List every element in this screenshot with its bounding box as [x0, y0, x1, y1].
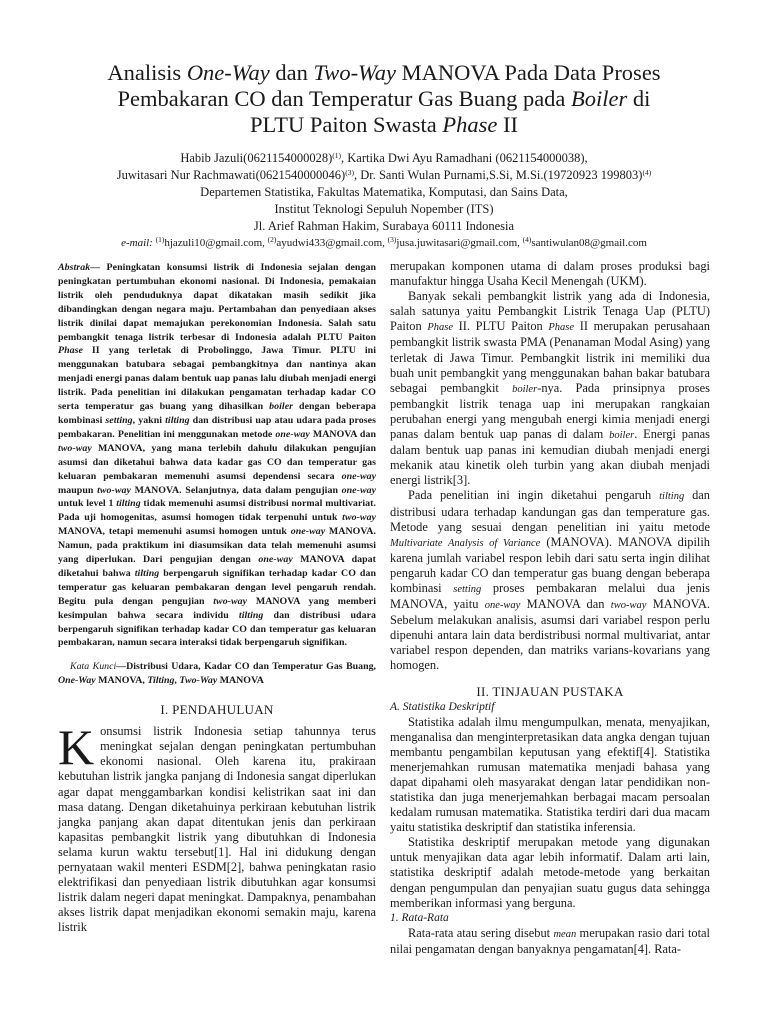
author-block — [40, 150, 728, 252]
right-column — [390, 259, 710, 957]
intro-paragraph — [58, 719, 376, 935]
email-link-3[interactable]: jusa.juwitasari@gmail.com, — [396, 237, 523, 249]
keywords: Kata Kunci—Distribusi Udara, Kadar CO dan Temperatur Gas Buang, One-Way MANOVA, Tilting, Two-Way MANOVA — [58, 661, 376, 687]
right-paragraph-4: Statistika deskriptif merupakan metode yang digunakan untuk menyajikan data agar lebih informatif. Dalam arti lain, statistika deskriptif adalah metode-metode yang berkaitan dengan pengumpulan dan penyajian suatu gugus data sehingga memberikan informasi yang berguna. — [390, 835, 710, 910]
affiliation-line-2: Institut Teknologi Sepuluh Nopember (ITS) — [274, 202, 494, 216]
title-line-1: Analisis One-Way dan Two-Way MANOVA Pada Data Proses — [107, 60, 661, 85]
subsection-statistika-deskriptif: A. Statistika Deskriptif — [390, 700, 495, 713]
subsection-rata-rata: 1. Rata-Rata — [390, 911, 449, 924]
intro-text: onsumsi listrik Indonesia setiap tahunnya terus meningkat sejalan dengan peningkatan pertumbuhan ekonomi nasional. Oleh karena itu, prakiraan kebutuhan listrik jangka panjang di Indonesia sangat diperlukan agar dapat menggambarkan kondisi kelistrikan saat ini dan masa datang. Dengan diketahuinya perkiraan kebutuhan listrik jangka panjang akan dapat ditentukan jenis dan perkiraan kapasitas pembangkit listrik yang dibutuhkan di Indonesia selama kurun waktu tersebut[1]. Hal ini didukung dengan pernyataan wakil menteri ESDM[2], bahwa peningkatan rasio elektrifikasi dan penyediaan listrik dibutuhkan agar konsumsi listrik dalam negeri dapat meningkat. Dampaknya, penambahan akses listrik dapat menjadikan ekonomi semakin maju, karena listrik — [58, 724, 376, 935]
email-link-2[interactable]: ayudwi433@gmail.com, — [276, 237, 388, 249]
email-line: e-mail: $^{(1)}$hjazuli10@gmail.com, $^{(2)}$ayudwi433@gmail.com, $^{(3)}$jusa.juwitasari@gmail.com, $^{(4)}$santiwulan08@gmail.com — [121, 235, 647, 249]
paper-title — [60, 60, 708, 138]
title-line-3: PLTU Paiton Swasta Phase II — [250, 112, 518, 137]
section-heading-pendahuluan: I. PENDAHULUAN — [160, 702, 274, 718]
abstract: Abstrak— Peningkatan konsumsi listrik di Indonesia sejalan dengan peningkatan pertumbuhan ekonomi nasional. Di Indonesia, pemakaian listrik oleh penduduknya dapat dikatakan masih sedikit jika dibandingkan dengan negara maju. Pertambahan dan penyediaan akses listrik dinilai dapat memajukan perekonomian Indonesia. Salah satu pembangkit tenaga listrik terbesar di Indonesia adalah PLTU Paiton Phase II yang terletak di Probolinggo, Jawa Timur. PLTU ini menggunakan batubara sebagai pembangkitnya dan nantinya akan menjadi energi panas dalam bentuk uap panas lalu diubah menjadi energi listrik. Pada penelitian ini dilakukan pengamatan terhadap kadar CO serta temperatur gas buang yang dihasilkan boiler dengan beberapa kombinasi setting, yakni tilting dan distribusi uap atau udara pada proses pembakaran. Penelitian ini menggunakan metode one-way MANOVA dan two-way MANOVA, yang mana terlebih dahulu dilakukan pengujian asumsi dan diketahui bahwa data kadar gas CO dan temperatur gas keluaran pembakaran memenuhi asumsi dependensi secara one-way maupun two-way MANOVA. Selanjutnya, data dalam pengujian one-way untuk level 1 tilting tidak memenuhi asumsi distribusi normal multivariat. Pada uji homogenitas, asumsi homogen tidak terpenuhi untuk two-way MANOVA, tetapi memenuhi asumsi homogen untuk one-way MANOVA. Namun, pada praktikum ini diasumsikan data telah memenuhi asumsi yang diperlukan. Dari pengujian dengan one-way MANOVA dapat diketahui bahwa tilting berpengaruh signifikan terhadap kadar CO dan temperatur gas keluaran pembakaran dengan level pengaruh rendah. Begitu pula dengan pengujian two-way MANOVA yang memberi kesimpulan bahwa secara individu tilting dan distribusi udara berpengaruh signifikan terhadap kadar CO dan temperatur gas keluaran pembakaran, namun secara interaksi tidak berpengaruh signifikan. — [58, 262, 377, 649]
right-paragraph-3: Statistika adalah ilmu mengumpulkan, menata, menyajikan, menganalisa dan menginterpretasikan data angka dengan tujuan membantu pengambilan keputusan yang efektif[4]. Statistika menerjemahkan rumusan matematika menjadi bahasa yang dapat dipahami oleh masyarakat dengan latar pendidikan non-statistika dan juga menerjemahkan berbagai macam persoalan kedalam rumusan matematika. Statistika terdiri dari dua macam yaitu statistika deskriptif dan statistika inferensia. — [390, 714, 710, 835]
right-paragraph-1: Banyak sekali pembangkit listrik yang ada di Indonesia, salah satunya yaitu Pembangkit Listrik Tenaga Uap (PLTU) Paiton Phase II. PLTU Paiton Phase II merupakan perusahaan pembangkit listrik swasta PMA (Penanaman Modal Asing) yang terletak di Jawa Timur. Pembangkit listrik ini memiliki dua buah unit pembangkit yang menggunakan bahan bakar batubara sebagai pembangkit boiler-nya. Pada prinsipnya proses pembangkit listrik tenaga uap ini merupakan rangkaian perubahan energi yang mengubah energi kimia menjadi energi panas dalam bentuk uap panas di dalam boiler. Energi panas dalam bentuk uap panas ini kemudian diubah menjadi energi mekanik atau kinetik oleh turbin yang akan diubah menjadi energi listrik[3]. — [390, 289, 710, 488]
section-heading-tinjauan: II. TINJAUAN PUSTAKA — [476, 683, 624, 699]
email-link-4[interactable]: santiwulan08@gmail.com — [531, 237, 647, 249]
author-line-1: Habib $Jazuli(0621154000028)^{(1)}$, Kartika Dwi Ayu Ramadhani (0621154000038), — [180, 151, 588, 165]
left-column — [58, 261, 376, 936]
author-line-2: Juwitasari Nur $Rachmawati(0621540000046)^{(3)}$, Dr. Santi Wulan Purnami,S.Si, M.Si.(19720923 199803)$^{(4)}$ — [116, 168, 652, 182]
right-paragraph-5: Rata-rata atau sering disebut mean merupakan rasio dari total nilai pengamatan dengan banyaknya pengamatan[4]. Rata- — [390, 925, 710, 956]
dropcap-letter: K — [58, 719, 95, 776]
right-paragraph-0: merupakan komponen utama di dalam proses produksi bagi manufaktur hingga Usaha Kecil Menengah (UKM). — [390, 259, 710, 289]
affiliation-line-1: Departemen Statistika, Fakultas Matematika, Komputasi, dan Sains Data, — [200, 185, 568, 199]
title-line-2: Pembakaran CO dan Temperatur Gas Buang pada Boiler di — [117, 86, 651, 111]
email-link-1[interactable]: hjazuli10@gmail.com, — [164, 237, 268, 249]
right-paragraph-2: Pada penelitian ini ingin diketahui pengaruh tilting dan distribusi udara terhadap kandungan gas dan temperature gas. Metode yang sesuai dengan penelitian ini yaitu metode Multivariate Analysis of Variance (MANOVA). MANOVA dipilih karena jumlah variabel respon lebih dari satu serta ingin dilihat pengaruh kadar CO dan temperatur gas buang dengan beberapa kombinasi setting proses pembakaran melalui dua jenis MANOVA, yaitu one-way MANOVA dan two-way MANOVA. Sebelum melakukan analisis, asumsi dari variabel respon perlu dipenuhi antara lain data berdistribusi normal multivariat, antar variabel respon dependen, dan matriks varians-kovarians yang homogen. — [390, 488, 711, 673]
address-line: Jl. Arief Rahman Hakim, Surabaya 60111 Indonesia — [253, 219, 515, 233]
